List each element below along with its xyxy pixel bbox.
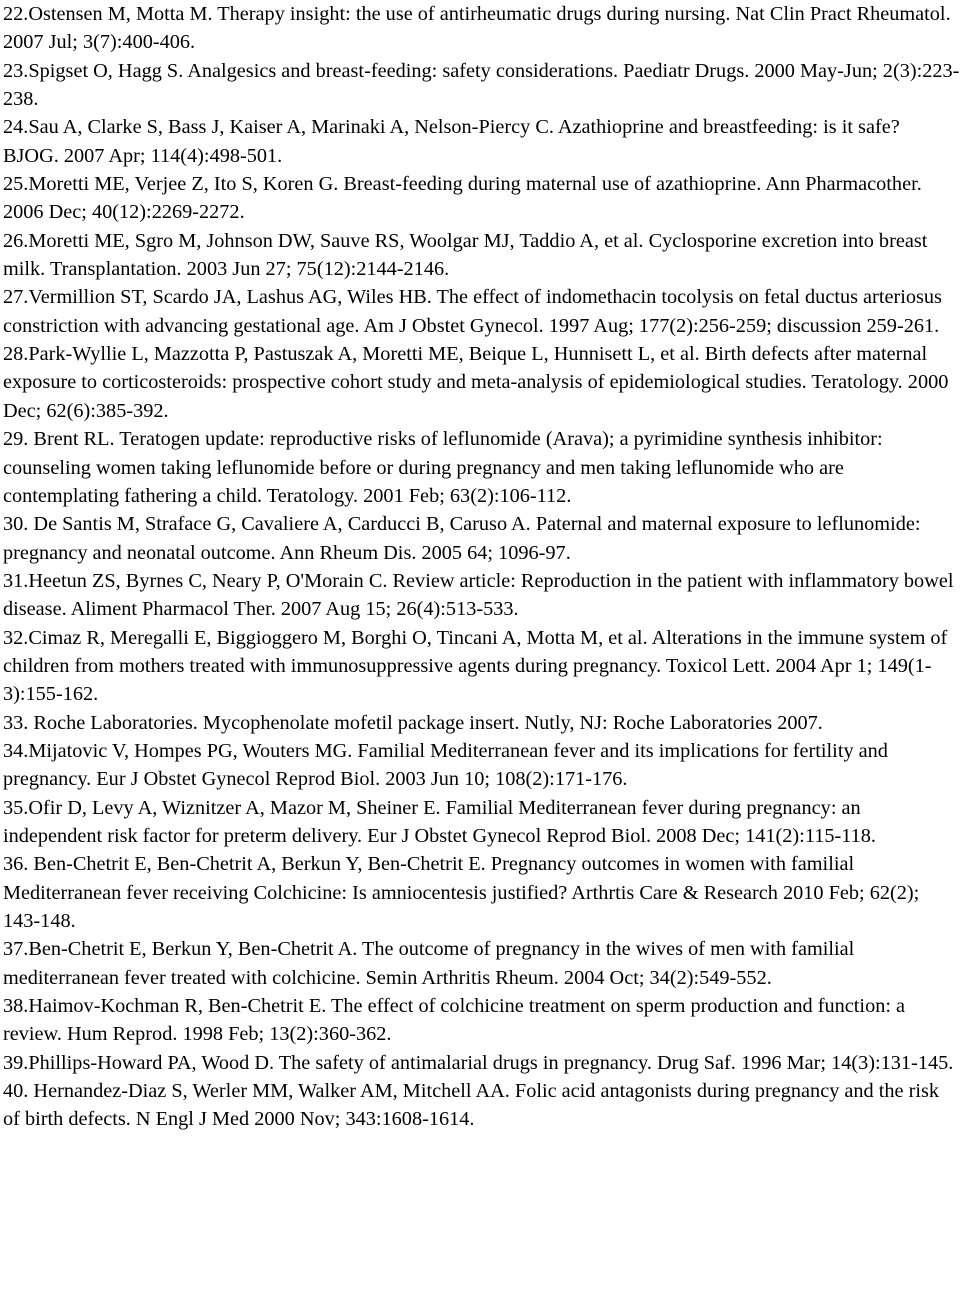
reference-32: 32.Cimaz R, Meregalli E, Biggioggero M, Borghi O, Tincani A, Motta M, et al. Alterations in the immune system of children from mothers treated with immunosuppressive agents during pregnancy. Toxicol Lett. 2004 Apr 1; 149(1-3):155-162. bbox=[3, 626, 948, 706]
reference-35: 35.Ofir D, Levy A, Wiznitzer A, Mazor M, Sheiner E. Familial Mediterranean fever during pregnancy: an independent risk factor for preterm delivery. Eur J Obstet Gynecol Reprod Biol. 2008 Dec; 141(2):115-118. bbox=[3, 796, 876, 847]
reference-27: 27.Vermillion ST, Scardo JA, Lashus AG, Wiles HB. The effect of indomethacin tocolysis on fetal ductus arteriosus constriction with advancing gestational age. Am J Obstet Gynecol. 1997 Aug; 177(2):256-259; discussion 259-261. bbox=[3, 286, 942, 337]
reference-24: 24.Sau A, Clarke S, Bass J, Kaiser A, Marinaki A, Nelson-Piercy C. Azathioprine and breastfeeding: is it safe? BJOG. 2007 Apr; 114(4):498-501. bbox=[3, 116, 900, 167]
reference-31: 31.Heetun ZS, Byrnes C, Neary P, O'Morain C. Review article: Reproduction in the patient with inflammatory bowel disease. Aliment Pharmacol Ther. 2007 Aug 15; 26(4):513-533. bbox=[3, 569, 954, 621]
reference-23: 23.Spigset O, Hagg S. Analgesics and breast-feeding: safety considerations. Paediatr Drugs. 2000 May-Jun; 2(3):223-238. bbox=[3, 59, 960, 111]
reference-39: 39.Phillips-Howard PA, Wood D. The safety of antimalarial drugs in pregnancy. Drug Saf. 1996 Mar; 14(3):131-145. bbox=[3, 1051, 954, 1074]
reference-30: 30. De Santis M, Straface G, Cavaliere A, Carducci B, Caruso A. Paternal and maternal exposure to leflunomide: pregnancy and neonatal outcome. Ann Rheum Dis. 2005 64; 1096-97. bbox=[3, 513, 921, 564]
reference-29: 29. Brent RL. Teratogen update: reproductive risks of leflunomide (Arava); a pyrimidine synthesis inhibitor: counseling women taking leflunomide before or during pregnancy and men taking leflunomide who are contemplating fathering a child. Teratology. 2001 Feb; 63(2):106-112. bbox=[3, 428, 883, 507]
reference-22: 22.Ostensen M, Motta M. Therapy insight: the use of antirheumatic drugs during nursing. Nat Clin Pract Rheumatol. 2007 Jul; 3(7):400-406. bbox=[3, 3, 951, 54]
reference-37: 37.Ben-Chetrit E, Berkun Y, Ben-Chetrit A. The outcome of pregnancy in the wives of men with familial mediterranean fever treated with colchicine. Semin Arthritis Rheum. 2004 Oct; 34(2):549-552. bbox=[3, 938, 855, 989]
reference-36: 36. Ben-Chetrit E, Ben-Chetrit A, Berkun Y, Ben-Chetrit E. Pregnancy outcomes in women with familial Mediterranean fever receiving Colchicine: Is amniocentesis justified? Arthrtis Care & Research 2010 Feb; 62(2); 143-148. bbox=[3, 853, 920, 932]
reference-25: 25.Moretti ME, Verjee Z, Ito S, Koren G. Breast-feeding during maternal use of azathioprine. Ann Pharmacother. 2006 Dec; 40(12):2269-2272. bbox=[3, 173, 922, 224]
reference-list bbox=[3, 0, 960, 1134]
reference-40: 40. Hernandez-Diaz S, Werler MM, Walker AM, Mitchell AA. Folic acid antagonists during pregnancy and the risk of birth defects. N Engl J Med 2000 Nov; 343:1608-1614. bbox=[3, 1080, 940, 1131]
reference-28: 28.Park-Wyllie L, Mazzotta P, Pastuszak A, Moretti ME, Beique L, Hunnisett L, et al. Birth defects after maternal exposure to corticosteroids: prospective cohort study and meta-analysis of epidemiological studies. Teratology. 2000 Dec; 62(6):385-392. bbox=[3, 343, 949, 422]
reference-33: 33. Roche Laboratories. Mycophenolate mofetil package insert. Nutly, NJ: Roche Laboratories 2007. bbox=[3, 711, 823, 734]
reference-34: 34.Mijatovic V, Hompes PG, Wouters MG. Familial Mediterranean fever and its implications for fertility and pregnancy. Eur J Obstet Gynecol Reprod Biol. 2003 Jun 10; 108(2):171-176. bbox=[3, 739, 888, 791]
reference-26: 26.Moretti ME, Sgro M, Johnson DW, Sauve RS, Woolgar MJ, Taddio A, et al. Cyclosporine excretion into breast milk. Transplantation. 2003 Jun 27; 75(12):2144-2146. bbox=[3, 229, 928, 281]
reference-38: 38.Haimov-Kochman R, Ben-Chetrit E. The effect of colchicine treatment on sperm production and function: a review. Hum Reprod. 1998 Feb; 13(2):360-362. bbox=[3, 995, 906, 1046]
